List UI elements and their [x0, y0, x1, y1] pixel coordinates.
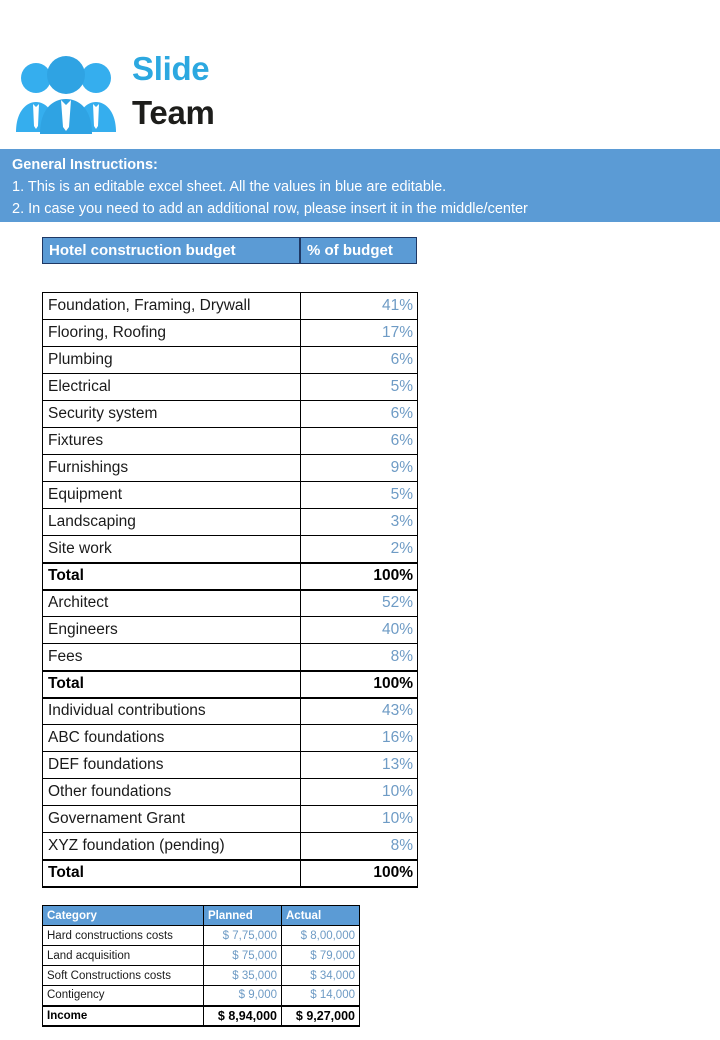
instructions-line-1: 1. This is an editable excel sheet. All the values in blue are editable.: [12, 179, 447, 195]
brand-logo: [14, 52, 274, 144]
budget-row-label: Total: [43, 860, 301, 887]
budget-row-label: Individual contributions: [43, 698, 301, 725]
summary-row-label: Contigency: [43, 986, 204, 1006]
budget-header-name: Hotel construction budget: [42, 237, 300, 264]
budget-row-value[interactable]: 52%: [301, 590, 418, 617]
budget-row-label: Foundation, Framing, Drywall: [43, 293, 301, 320]
budget-row-label: Architect: [43, 590, 301, 617]
logo-word-team: Team: [132, 94, 215, 131]
budget-row-label: Flooring, Roofing: [43, 320, 301, 347]
table-row: [43, 536, 418, 563]
budget-row-value[interactable]: 40%: [301, 617, 418, 644]
table-row: [43, 644, 418, 671]
summary-header-row: [43, 906, 360, 926]
budget-row-label: Engineers: [43, 617, 301, 644]
budget-total-row: [43, 563, 418, 590]
budget-row-label: ABC foundations: [43, 725, 301, 752]
budget-row-value[interactable]: 17%: [301, 320, 418, 347]
table-row: [43, 779, 418, 806]
budget-row-value[interactable]: 6%: [301, 428, 418, 455]
budget-row-value[interactable]: 13%: [301, 752, 418, 779]
budget-row-label: XYZ foundation (pending): [43, 833, 301, 860]
summary-row-label: Land acquisition: [43, 946, 204, 966]
table-row: [43, 401, 418, 428]
summary-row-planned[interactable]: $ 7,75,000: [204, 926, 282, 946]
summary-row-label: Hard constructions costs: [43, 926, 204, 946]
instructions-title: General Instructions:: [12, 157, 158, 173]
budget-row-label: Site work: [43, 536, 301, 563]
budget-row-value[interactable]: 8%: [301, 833, 418, 860]
budget-row-value[interactable]: 3%: [301, 509, 418, 536]
table-row: [43, 698, 418, 725]
table-row: [43, 986, 360, 1006]
table-row: [43, 752, 418, 779]
budget-row-label: Total: [43, 563, 301, 590]
summary-table-head: [43, 906, 360, 926]
budget-row-value[interactable]: 5%: [301, 482, 418, 509]
budget-row-total-value: 100%: [301, 671, 418, 698]
table-row: [43, 482, 418, 509]
budget-row-value[interactable]: 5%: [301, 374, 418, 401]
budget-table-header: [42, 237, 417, 264]
budget-row-value[interactable]: 6%: [301, 347, 418, 374]
summary-row-actual[interactable]: $ 8,00,000: [282, 926, 360, 946]
budget-row-label: Furnishings: [43, 455, 301, 482]
budget-row-value[interactable]: 43%: [301, 698, 418, 725]
budget-row-value[interactable]: 10%: [301, 779, 418, 806]
table-row: [43, 455, 418, 482]
budget-header-percent: % of budget: [300, 237, 417, 264]
summary-table-body: [43, 926, 360, 1026]
summary-header-category: Category: [43, 906, 204, 926]
summary-row-actual[interactable]: $ 34,000: [282, 966, 360, 986]
table-row: [43, 590, 418, 617]
budget-row-label: DEF foundations: [43, 752, 301, 779]
table-row: [43, 946, 360, 966]
summary-row-label: Soft Constructions costs: [43, 966, 204, 986]
logo-word-slide: Slide: [132, 50, 210, 87]
summary-row-planned: $ 8,94,000: [204, 1006, 282, 1026]
instructions-line-2: 2. In case you need to add an additional row, please insert it in the middle/center: [12, 201, 528, 217]
summary-table: [42, 905, 360, 1027]
budget-row-value[interactable]: 8%: [301, 644, 418, 671]
budget-row-label: Governament Grant: [43, 806, 301, 833]
budget-row-label: Fees: [43, 644, 301, 671]
table-row: [43, 347, 418, 374]
table-row: [43, 926, 360, 946]
budget-table-body: [43, 293, 418, 887]
summary-row-planned[interactable]: $ 75,000: [204, 946, 282, 966]
table-row: [43, 509, 418, 536]
summary-row-actual[interactable]: $ 79,000: [282, 946, 360, 966]
summary-row-label: Income: [43, 1006, 204, 1026]
table-row: [43, 374, 418, 401]
summary-row-actual[interactable]: $ 14,000: [282, 986, 360, 1006]
budget-total-row: [43, 860, 418, 887]
budget-row-total-value: 100%: [301, 860, 418, 887]
table-row: [43, 966, 360, 986]
budget-row-value[interactable]: 41%: [301, 293, 418, 320]
summary-header-planned: Planned: [204, 906, 282, 926]
budget-row-label: Security system: [43, 401, 301, 428]
table-row: [43, 320, 418, 347]
people-group-icon: [14, 54, 118, 134]
budget-row-value[interactable]: 2%: [301, 536, 418, 563]
budget-row-total-value: 100%: [301, 563, 418, 590]
budget-row-value[interactable]: 10%: [301, 806, 418, 833]
budget-row-value[interactable]: 9%: [301, 455, 418, 482]
budget-row-label: Plumbing: [43, 347, 301, 374]
table-row: [43, 806, 418, 833]
budget-row-label: Electrical: [43, 374, 301, 401]
budget-row-label: Equipment: [43, 482, 301, 509]
budget-table: [42, 292, 418, 888]
summary-row-planned[interactable]: $ 9,000: [204, 986, 282, 1006]
table-row: [43, 617, 418, 644]
budget-row-label: Landscaping: [43, 509, 301, 536]
table-row: [43, 725, 418, 752]
budget-row-value[interactable]: 16%: [301, 725, 418, 752]
budget-row-value[interactable]: 6%: [301, 401, 418, 428]
summary-total-row: [43, 1006, 360, 1026]
budget-row-label: Other foundations: [43, 779, 301, 806]
table-row: [43, 428, 418, 455]
table-row: [43, 293, 418, 320]
table-row: [43, 833, 418, 860]
budget-row-label: Fixtures: [43, 428, 301, 455]
summary-row-actual: $ 9,27,000: [282, 1006, 360, 1026]
budget-row-label: Total: [43, 671, 301, 698]
summary-row-planned[interactable]: $ 35,000: [204, 966, 282, 986]
general-instructions-banner: [0, 149, 720, 222]
budget-total-row: [43, 671, 418, 698]
summary-header-actual: Actual: [282, 906, 360, 926]
